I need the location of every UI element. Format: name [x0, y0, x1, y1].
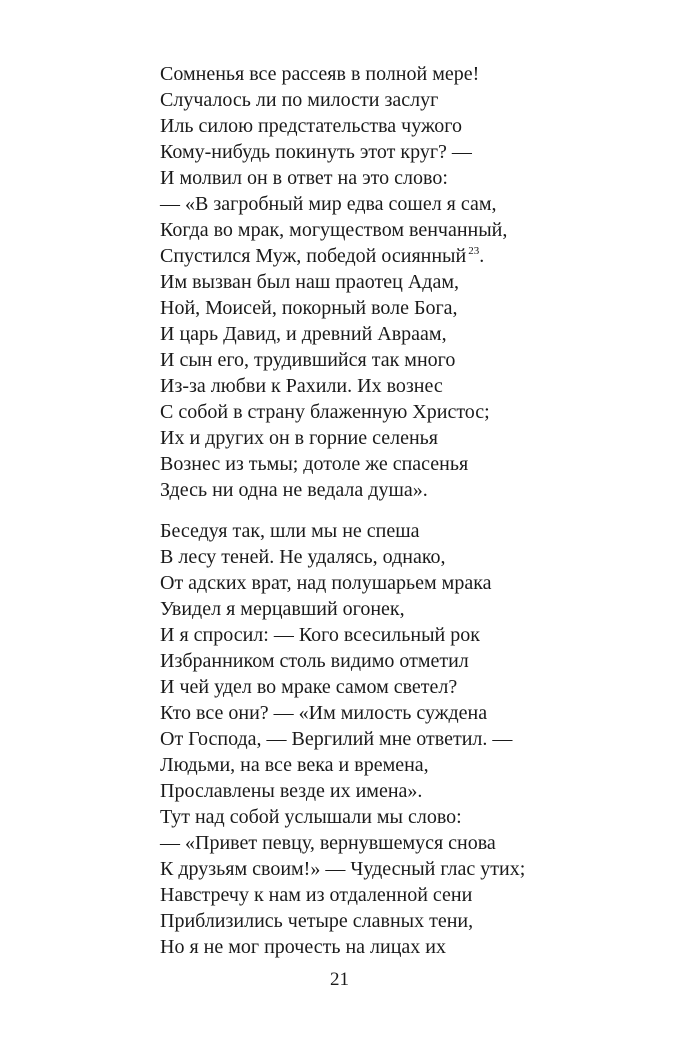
footnote-marker[interactable]: 23 [468, 245, 480, 257]
verse-line: Кто все они? — «Им милость суждена [160, 702, 488, 724]
verse-line: — «Привет певцу, вернувшемуся снова [160, 832, 496, 854]
verse-line: Прославлены везде их имена». [160, 780, 423, 802]
verse-text: Спустился Муж, победой осиянный [160, 245, 467, 267]
verse-line: Приблизились четыре славных тени, [160, 910, 474, 932]
verse-line: И я спросил: — Кого всесильный рок [160, 624, 480, 646]
verse-line-with-footnote: Спустился Муж, победой осиянный $^{23}$. [160, 245, 485, 267]
verse-line: Людьми, на все века и времена, [160, 754, 429, 776]
page-number: 21 [330, 969, 349, 990]
verse-line: От адских врат, над полушарьем мрака [160, 572, 492, 594]
verse-line: К друзьям своим!» — Чудесный глас утих; [160, 858, 526, 880]
verse-line: Здесь ни одна не ведала душа». [160, 479, 428, 501]
verse-line: Вознес из тьмы; дотоле же спасенья [160, 453, 469, 475]
verse-line: В лесу теней. Не удалясь, однако, [160, 546, 446, 568]
verse-line: Беседуя так, шли мы не спеша [160, 520, 420, 542]
stanza-2 [160, 518, 525, 960]
stanza-1 [160, 61, 507, 503]
verse-line: И молвил он в ответ на это слово: [160, 167, 448, 189]
verse-line: Увидел я мерцавший огонек, [160, 598, 405, 620]
verse-line: Иль силою предстательства чужого [160, 115, 462, 137]
verse-line: Но я не мог прочесть на лицах их [160, 936, 446, 958]
verse-line: Им вызван был наш праотец Адам, [160, 271, 460, 293]
verse-line: И царь Давид, и древний Авраам, [160, 323, 447, 345]
verse-line: И чей удел во мраке самом светел? [160, 676, 458, 698]
verse-line: — «В загробный мир едва сошел я сам, [160, 193, 497, 215]
verse-line: Случалось ли по милости заслуг [160, 89, 439, 111]
verse-line: С собой в страну блаженную Христос; [160, 401, 490, 423]
verse-line: Их и других он в горние селенья [160, 427, 438, 449]
verse-line: Кому-нибудь покинуть этот круг? — [160, 141, 472, 163]
verse-line: Тут над собой услышали мы слово: [160, 806, 462, 828]
verse-line: Ной, Моисей, покорный воле Бога, [160, 297, 458, 319]
verse-line: От Господа, — Вергилий мне ответил. — [160, 728, 513, 750]
verse-line: Навстречу к нам из отдаленной сени [160, 884, 473, 906]
verse-line: Когда во мрак, могуществом венчанный, [160, 219, 508, 241]
verse-line: И сын его, трудившийся так много [160, 349, 456, 371]
verse-line: Избранником столь видимо отметил [160, 650, 469, 672]
verse-line: Из-за любви к Рахили. Их вознес [160, 375, 443, 397]
verse-line: Сомненья все рассеяв в полной мере! [160, 63, 480, 85]
